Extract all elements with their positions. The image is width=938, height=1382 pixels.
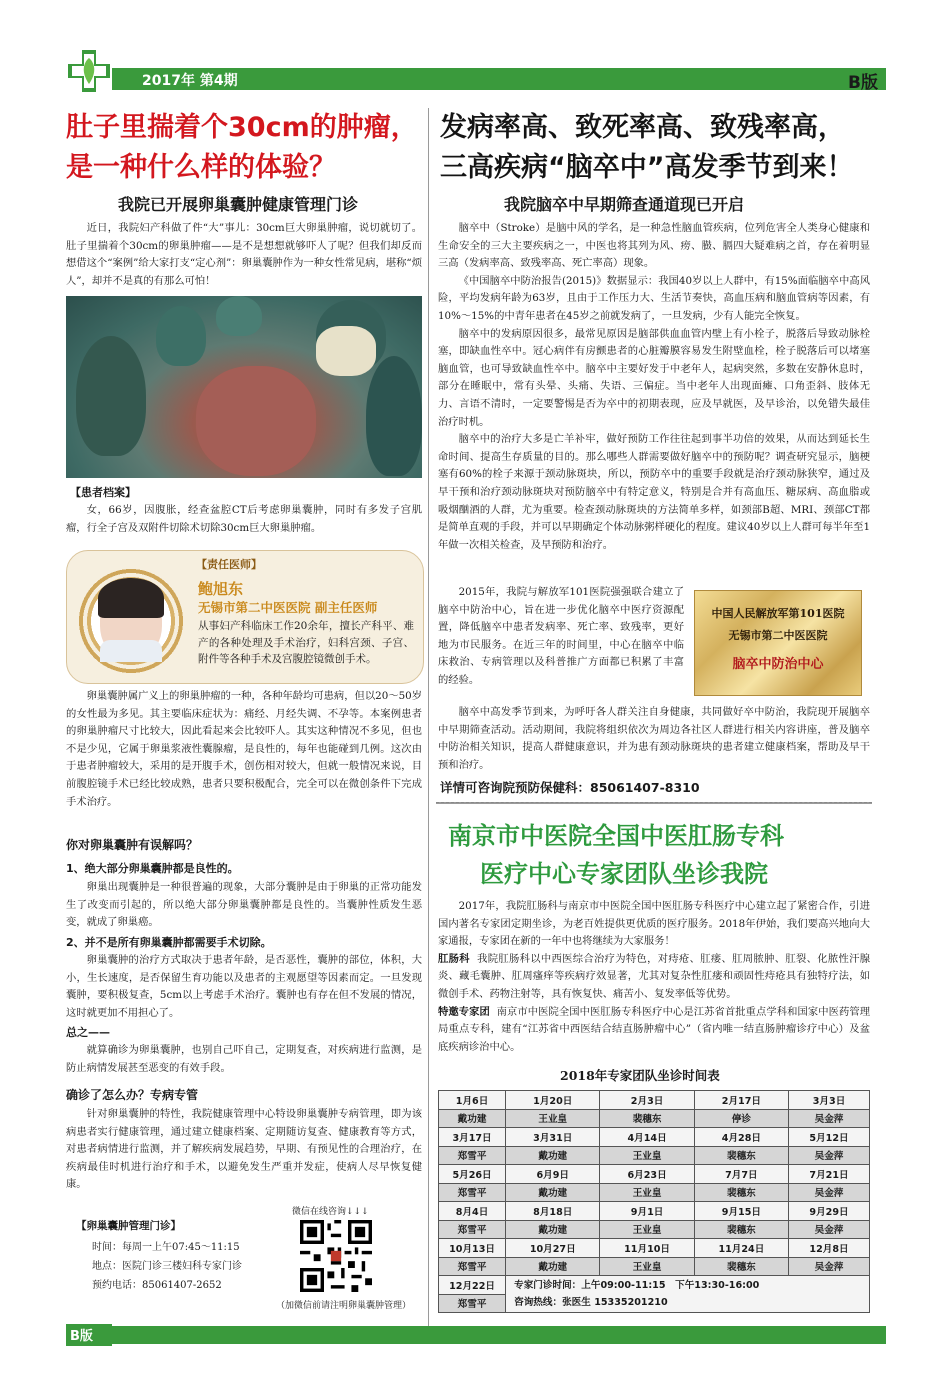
- schedule-doctor-cell: 裴穗东: [694, 1183, 788, 1202]
- green-title-line2: 医疗中心专家团队坐诊我院: [480, 859, 768, 888]
- case-label: 【患者档案】: [70, 486, 136, 499]
- schedule-doctor-row: [439, 1109, 870, 1128]
- faq-title: 你对卵巢囊肿有误解吗？: [66, 838, 199, 852]
- schedule-doctor-cell: 郑雪平: [439, 1146, 506, 1165]
- proctology-intro: 2017年，我院肛肠科与南京市中医院全国中医肛肠专科医疗中心建立起了紧密合作，引进国内著名专家团定期坐诊，为老百姓提供更优质的医疗服务。2018年伊始，我们要高兴地向大家通报，专家团在新的一年中也将继续为大家服务！: [438, 900, 870, 948]
- schedule-doctor-row: [439, 1183, 870, 1202]
- schedule-doctor-cell: 吴金萍: [789, 1183, 870, 1202]
- schedule-date-cell: 12月8日: [789, 1239, 870, 1258]
- schedule-date-cell: 10月27日: [506, 1239, 600, 1258]
- doctor-coat: [100, 640, 162, 662]
- edition-label: B版: [848, 73, 878, 93]
- proctology-experts: [438, 1004, 870, 1057]
- proctology-experts-label: 特邀专家团: [438, 1005, 490, 1018]
- schedule-date-cell: 3月17日: [439, 1128, 506, 1147]
- doctor-label: 【责任医师】: [196, 558, 262, 571]
- schedule-date-cell: 6月9日: [506, 1165, 600, 1184]
- summary-heading: 总之——: [66, 1026, 110, 1039]
- schedule-date-cell: 10月13日: [439, 1239, 506, 1258]
- stroke-p1: 脑卒中（Stroke）是脑中风的学名，是一种急性脑血管疾病，位列危害全人类身心健康和生命安全的三大主要疾病之一，中医也将其列为风、痨、臌、膈四大疑难病之首，存在着明显三高（发病率高、致残率高、死亡率高）现象。: [438, 222, 870, 270]
- schedule-doctor-cell: 戴功建: [506, 1183, 600, 1202]
- schedule-date-cell: 7月7日: [694, 1165, 788, 1184]
- schedule-doctor-cell: 郑雪平: [439, 1183, 506, 1202]
- green-title-line1: 南京市中医院全国中医肛肠专科: [448, 821, 784, 850]
- hospital-cross-logo-icon: [66, 48, 112, 94]
- schedule-doctor-cell: 裴穗东: [694, 1220, 788, 1239]
- schedule-date-cell: 3月3日: [789, 1091, 870, 1110]
- wechat-label: 微信在线咨询↓↓↓: [292, 1207, 369, 1217]
- doctor-name: 鲍旭东: [198, 580, 244, 598]
- schedule-doctor-cell: 吴金萍: [789, 1257, 870, 1276]
- schedule-date-row: [439, 1202, 870, 1221]
- stroke-center-plaque: [694, 590, 862, 696]
- schedule-date-cell: 8月4日: [439, 1202, 506, 1221]
- expert-clinic-hours: 专家门诊时间：上午09:00-11:15 下午13:30-16:00: [514, 1280, 760, 1291]
- faq1-heading: 1、绝大部分卵巢囊肿都是良性的。: [66, 862, 239, 875]
- left-intro: 近日，我院妇产科做了件“大”事儿：30cm巨大卵巢肿瘤，说切就切了。肚子里揣着个30cm的卵巢肿瘤——是不是想想就够吓人了呢？但我们却反而想借这个“案例”给大家打支“定心剂”：卵巢囊肿作为一种女性常见病，堪称“烦人”，却并不是真的有那么可怕！: [66, 222, 422, 287]
- schedule-date-cell: 4月14日: [600, 1128, 694, 1147]
- schedule-date-cell: 4月28日: [694, 1128, 788, 1147]
- schedule-date-row: [439, 1239, 870, 1258]
- stroke-p2: 《中国脑卒中防治报告(2015)》数据显示：我国40岁以上人群中，有15%面临脑卒中高风险，平均发病年龄为63岁，且由于工作压力大、生活节奏快，高血压病和脑血管病等因素，有10%～15%的中青年患者在45岁之前就发病了，一旦发病，少有人能完全恢复。: [438, 274, 870, 322]
- schedule-doctor-row: [439, 1146, 870, 1165]
- clinic-place: 地点：医院门诊三楼妇科专家门诊: [92, 1261, 242, 1272]
- left-title-line2: 是一种什么样的体验？: [66, 152, 336, 183]
- clinic-text: 针对卵巢囊肿的特性，我院健康管理中心特设卵巢囊肿专病管理，即为该病患者实行健康管理，通过建立健康档案、定期随访复查、健康教育等方式，对患者病情进行监测，并了解疾病发展趋势，早期、有预见性的合理治疗，在疾病最佳时机进行治疗和手术，以避免发生严重并发症，使病人尽早恢复健康。: [66, 1108, 422, 1191]
- wechat-qr-code-icon[interactable]: [300, 1220, 372, 1292]
- expert-clinic-hotline: 咨询热线：张医生 15335201210: [514, 1297, 668, 1308]
- schedule-date-cell: 11月10日: [600, 1239, 694, 1258]
- wechat-note: （加微信前请注明卵巢囊肿管理）: [276, 1301, 412, 1311]
- schedule-doctor-row: [439, 1220, 870, 1239]
- surgery-photo: [66, 296, 422, 478]
- schedule-date-row: [439, 1128, 870, 1147]
- schedule-date-cell: 5月26日: [439, 1165, 506, 1184]
- schedule-date-cell: 8月18日: [506, 1202, 600, 1221]
- schedule-doctor-row: [439, 1257, 870, 1276]
- schedule-doctor-cell: 吴金萍: [789, 1220, 870, 1239]
- schedule-doctor-cell: 郑雪平: [439, 1257, 506, 1276]
- plaque-line1: 中国人民解放军第101医院: [711, 607, 845, 620]
- schedule-doctor-cell: 裴穗东: [600, 1109, 694, 1128]
- case-text: 女，66岁，因腹胀，经查盆腔CT后考虑卵巢囊肿，同时有多发子宫肌瘤，行全子宫及双附件切除术切除30cm巨大卵巢肿瘤。: [66, 504, 422, 534]
- schedule-date-cell: 2月3日: [600, 1091, 694, 1110]
- issue-label: 2017年 第4期: [142, 73, 238, 89]
- schedule-date-cell: 5月12日: [789, 1128, 870, 1147]
- schedule-title: 2018年专家团队坐诊时间表: [560, 1068, 720, 1083]
- schedule-doctor-cell: 郑雪平: [439, 1220, 506, 1239]
- schedule-doctor-cell: 王业皇: [600, 1146, 694, 1165]
- faq1-text: 卵巢出现囊肿是一种很普遍的现象，大部分囊肿是由于卵巢的正常功能发生了改变而引起的，所以绝大部分卵巢囊肿都是良性的。当囊肿性质发生恶变，就成了卵巢癌。: [66, 881, 422, 929]
- summary-text: 就算确诊为卵巢囊肿，也别自己吓自己，定期复查，对疾病进行监测，是防止病情发展甚至恶变的有效手段。: [66, 1044, 422, 1074]
- schedule-doctor-cell: 王业皇: [506, 1109, 600, 1128]
- schedule-date-row: [439, 1165, 870, 1184]
- schedule-date-cell: 1月20日: [506, 1091, 600, 1110]
- schedule-date-cell: 9月29日: [789, 1202, 870, 1221]
- schedule-footer-cell: [506, 1276, 870, 1313]
- schedule-date-row: [439, 1091, 870, 1110]
- right-title-line1: 发病率高、致死率高、致残率高，: [440, 112, 845, 143]
- left-body1: 卵巢囊肿属广义上的卵巢肿瘤的一种，各种年龄均可患病，但以20～50岁的女性最为多见。其主要临床症状为：痛经、月经失调、不孕等。本案例患者的卵巢肿瘤尺寸比较大，因此看起来会比较吓人。其实这种情况不多见，但也不是少见，它属于卵巢浆液性囊腺瘤，是良性的，每年也能碰到几例。这次由于患者肿瘤较大，采用的是开腹手术，创伤相对较大，但就一般情况来说，目前腹腔镜手术已经比较成熟，患者只要积极配合，完全可以在微创条件下完成手术治疗。: [66, 690, 422, 808]
- clinic-title: 确诊了怎么办？专病专管: [66, 1088, 199, 1102]
- schedule-date-cell: 3月31日: [506, 1128, 600, 1147]
- footer-edition-label: B版: [70, 1329, 93, 1344]
- schedule-date-cell: 11月24日: [694, 1239, 788, 1258]
- schedule-last-name: 郑雪平: [439, 1294, 506, 1313]
- schedule-doctor-cell: 戴功建: [506, 1220, 600, 1239]
- clinic-time: 时间：每周一上午07:45～11:15: [92, 1242, 240, 1253]
- doctor-title: 无锡市第二中医医院 副主任医师: [198, 600, 378, 615]
- plaque-line2: 无锡市第二中医医院: [728, 629, 828, 642]
- schedule-date-cell: 7月21日: [789, 1165, 870, 1184]
- left-title-line1: 肚子里揣着个30cm的肿瘤，: [66, 112, 418, 143]
- schedule-doctor-cell: 吴金萍: [789, 1146, 870, 1165]
- schedule-doctor-cell: 王业皇: [600, 1220, 694, 1239]
- schedule-date-cell: 1月6日: [439, 1091, 506, 1110]
- proctology-dept-text: 我院肛肠科以中西医综合治疗为特色，对痔疮、肛瘘、肛周脓肿、肛裂、化脓性汗腺炎、藏毛囊肿、肛周瘙痒等疾病疗效显著，尤其对复杂性肛瘘和顽固性痔疮具有独特疗法，如微创手术、药物注射等，具有恢复快、痛苦小、复发率低等优势。: [438, 952, 871, 1000]
- proctology-experts-text: 南京市中医院全国中医肛肠专科医疗中心是江苏省首批重点学科和国家中医药管理局重点专科，建有“江苏省中西医结合结直肠肿瘤中心”（省内唯一结直肠肿瘤诊疗中心）及盆底疾病诊治中心。: [438, 1005, 870, 1053]
- stroke-p6: 脑卒中高发季节到来，为呼吁各人群关注自身健康，共同做好卒中防治，我院现开展脑卒中早期筛查活动。活动期间，我院将组织依次为周边各社区人群进行相关内容讲座，普及脑卒中防治相关知识，提高人群健康意识，并为患有颈动脉斑块的患者建立健康档案，帮助及早干预和治疗。: [438, 706, 870, 771]
- doctor-bio: 从事妇产科临床工作20余年，擅长产科平、难产的各种处理及手术治疗，妇科宫颈、子宫、附件等各种手术及宫腹腔镜微创手术。: [198, 620, 414, 665]
- stroke-p3: 脑卒中的发病原因很多，最常见原因是脑部供血血管内壁上有小栓子，脱落后导致动脉栓塞，即缺血性卒中。冠心病伴有房颤患者的心脏瓣膜容易发生附壁血栓，栓子脱落后可以堵塞脑血管，也可导致缺血性卒中。脑卒中主要好发于中老年人，起病突然，多数在安静休息时，部分在睡眠中，常有头晕、头痛、失语、三偏症。当中老年人出现面瘫、口角歪斜、肢体无力、言语不清时，一定要警惕是否为卒中的初期表现，应及早就医，及早诊治，以免错失最佳治疗时机。: [438, 327, 870, 428]
- plaque-line3: 脑卒中防治中心: [732, 657, 824, 672]
- schedule-date-cell: 9月1日: [600, 1202, 694, 1221]
- schedule-last-date: 12月22日: [439, 1276, 506, 1295]
- schedule-doctor-cell: 戴功建: [506, 1257, 600, 1276]
- proctology-dept: [438, 951, 870, 1004]
- section-separator: [436, 802, 872, 804]
- schedule-doctor-cell: 吴金萍: [789, 1109, 870, 1128]
- schedule-doctor-cell: 戴功建: [439, 1109, 506, 1128]
- schedule-doctor-cell: 裴穗东: [694, 1146, 788, 1165]
- schedule-date-cell: 6月23日: [600, 1165, 694, 1184]
- schedule-date-cell: 2月17日: [694, 1091, 788, 1110]
- proctology-dept-label: 肛肠科: [438, 952, 470, 965]
- schedule-doctor-cell: 王业皇: [600, 1257, 694, 1276]
- schedule-doctor-cell: 王业皇: [600, 1183, 694, 1202]
- right-title-line2: 三高疾病“脑卒中”高发季节到来！: [440, 152, 854, 183]
- left-subtitle: 我院已开展卵巢囊肿健康管理门诊: [118, 195, 359, 214]
- schedule-table: [438, 1090, 870, 1313]
- stroke-p5: 2015年，我院与解放军101医院强强联合建立了脑卒中防治中心，旨在进一步优化脑卒中医疗资源配置，降低脑卒中患者发病率、死亡率、致残率，更好地为市民服务。在近三年的时间里，中心在脑卒中临床救治、专病管理以及科普推广方面都已积累了丰富的经验。: [438, 586, 684, 686]
- stroke-p4: 脑卒中的治疗大多是亡羊补牢，做好预防工作往往起到事半功倍的效果，从而达到延长生命时间、提高生存质量的目的。那么哪些人群需要做好脑卒中的预防呢？调查研究显示，脑梗塞有60%的栓子来源于颈动脉斑块，所以，预防卒中的重要手段就是治疗颈动脉狭窄，通过及早干预和治疗颈动脉斑块对预防脑卒中有特定意义，特别是合并有高血压、糖尿病、高血脂或吸烟酗酒的人群，尤为重要。检查颈动脉斑块的方法简单多样，如颈部B超、MRI、颈部CT都是简单直观的手段，并可以早期确定个体动脉粥样硬化的程度。建议40岁以上人群可每半年至1年做一次相关检查，及早预防和治疗。: [438, 433, 870, 551]
- right-subtitle: 我院脑卒中早期筛查通道现已开启: [504, 195, 745, 214]
- clinic-box-title: 【卵巢囊肿管理门诊】: [76, 1220, 181, 1232]
- schedule-doctor-cell: 停诊: [694, 1109, 788, 1128]
- column-divider: [428, 108, 429, 1336]
- doctor-hair: [98, 578, 164, 618]
- faq2-heading: 2、并不是所有卵巢囊肿都需要手术切除。: [66, 936, 272, 949]
- footer-bar: [112, 1326, 886, 1344]
- clinic-phone: 预约电话：85061407-2652: [92, 1280, 222, 1291]
- faq2-text: 卵巢囊肿的治疗方式取决于患者年龄，是否恶性，囊肿的部位，体积，大小，生长速度，是否保留生育功能以及患者的主观愿望等因素而定。一旦发现囊肿，要积极复查，5cm以上考虑手术治疗。囊肿也有存在但不发展的情况，这时就更加不用担心了。: [66, 954, 422, 1019]
- stroke-hotline: 详情可咨询院预防保健科：85061407-8310: [440, 780, 700, 795]
- schedule-doctor-cell: 裴穗东: [694, 1257, 788, 1276]
- schedule-doctor-cell: 戴功建: [506, 1146, 600, 1165]
- schedule-date-cell: 9月15日: [694, 1202, 788, 1221]
